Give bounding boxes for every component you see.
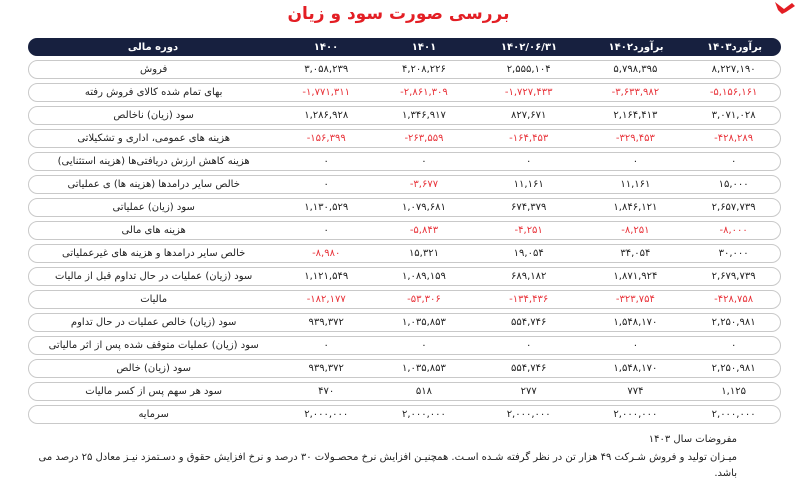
income-statement-table <box>28 38 781 424</box>
row-value: ۴,۲۰۸,۲۲۶ <box>401 64 446 75</box>
row-label: بهای تمام شده کالای فروش رفته <box>84 87 223 98</box>
row-label: سود (زیان) عملیات متوقف شده پس از اثر مالیاتی <box>48 340 259 351</box>
row-value: -۱,۷۷۱,۳۱۱ <box>302 87 350 98</box>
row-value: ۱۵,۳۲۱ <box>408 248 439 259</box>
table-body <box>28 60 781 424</box>
row-value: ۲,۵۵۵,۱۰۴ <box>506 64 551 75</box>
row-value: ۳,۰۷۱,۰۲۸ <box>711 110 756 121</box>
row-label: خالص سایر درامدها (هزینه ها) ی عملیاتی <box>67 179 240 190</box>
row-value: ۳۴,۰۵۴ <box>620 248 651 259</box>
row-value: ۰ <box>323 340 329 351</box>
row-value: -۳۲۳,۷۵۴ <box>615 294 655 305</box>
row-value: -۴۲۸,۷۵۸ <box>714 294 754 305</box>
row-value: ۲,۰۰۰,۰۰۰ <box>711 409 756 420</box>
row-label: سود (زیان) خالص <box>116 363 192 374</box>
row-value: ۱,۵۴۸,۱۷۰ <box>613 317 658 328</box>
row-value: ۸۲۷,۶۷۱ <box>510 110 547 121</box>
row-value: ۸,۲۲۷,۱۹۰ <box>711 64 756 75</box>
row-value: -۸,۲۵۱ <box>621 225 650 236</box>
row-value: ۱۹,۰۵۴ <box>513 248 544 259</box>
row-value: -۸,۰۰۰ <box>719 225 748 236</box>
table-row <box>28 175 781 194</box>
header-fiscal-period: دوره مالی <box>127 41 179 53</box>
table-row <box>28 290 781 309</box>
row-label: سرمایه <box>138 409 169 420</box>
row-value: ۶۸۹,۱۸۲ <box>510 271 547 282</box>
row-value: ۰ <box>730 156 737 167</box>
row-value: -۲۶۳,۵۵۹ <box>404 133 444 144</box>
row-label: سود (زیان) ناخالص <box>113 110 194 121</box>
row-value: ۰ <box>323 156 329 167</box>
row-value: ۱,۰۷۹,۶۸۱ <box>401 202 446 213</box>
row-value: ۱۱,۱۶۱ <box>513 179 544 190</box>
row-value: ۲,۰۰۰,۰۰۰ <box>304 409 349 420</box>
row-value: ۶۷۴,۳۷۹ <box>510 202 547 213</box>
row-value: ۹۳۹,۳۷۲ <box>308 317 344 328</box>
row-label: هزینه کاهش ارزش دریافتی‌ها (هزینه استثنایی) <box>57 156 250 167</box>
table-row <box>28 83 781 102</box>
row-value: ۷۷۴ <box>627 386 644 397</box>
row-value: ۰ <box>525 156 532 167</box>
row-value: -۵۳,۳۰۶ <box>407 294 441 305</box>
row-value: ۵,۷۹۸,۳۹۵ <box>613 64 658 75</box>
row-value: ۲,۲۵۰,۹۸۱ <box>711 317 756 328</box>
row-value: ۱,۱۲۵ <box>721 386 746 397</box>
table-row <box>28 267 781 286</box>
row-value: ۲,۲۵۰,۹۸۱ <box>711 363 756 374</box>
row-label: فروش <box>140 64 168 75</box>
row-value: ۰ <box>323 225 329 236</box>
header-1403-estimate: ۱۴۰۳برآورد <box>707 41 762 53</box>
row-value: -۳,۶۳۳,۹۸۲ <box>611 87 660 98</box>
row-value: ۱,۸۴۶,۱۲۱ <box>613 202 658 213</box>
header-1402-06-31: ۱۴۰۲/۰۶/۳۱ <box>500 41 558 53</box>
row-value: ۹۳۹,۳۷۲ <box>308 363 344 374</box>
row-value: -۳۲۹,۴۵۳ <box>615 133 655 144</box>
table-row <box>28 336 781 355</box>
row-value: ۱,۱۲۱,۵۴۹ <box>304 271 349 282</box>
row-value: -۱۵۶,۳۹۹ <box>306 133 346 144</box>
row-value: ۵۵۴,۷۴۶ <box>510 363 547 374</box>
row-label: هزینه های مالی <box>121 225 186 236</box>
row-value: ۲,۶۵۷,۷۳۹ <box>711 202 756 213</box>
row-value: ۲۷۷ <box>520 386 537 397</box>
row-value: ۱۵,۰۰۰ <box>718 179 749 190</box>
row-value: -۵,۱۵۶,۱۶۱ <box>709 87 758 98</box>
row-value: ۱,۵۴۸,۱۷۰ <box>613 363 658 374</box>
row-value: ۱,۸۷۱,۹۲۴ <box>613 271 658 282</box>
row-value: ۰ <box>421 340 427 351</box>
table-row <box>28 382 781 401</box>
row-value: ۲,۶۷۹,۷۳۹ <box>711 271 756 282</box>
table-row <box>28 106 781 125</box>
row-label: سود (زیان) خالص عملیات در حال تداوم <box>70 317 237 328</box>
row-value: ۲,۰۰۰,۰۰۰ <box>613 409 658 420</box>
row-value: -۱۸۲,۱۷۷ <box>306 294 346 305</box>
row-label: سود (زیان) عملیات در حال تداوم قبل از مالیات <box>55 271 253 282</box>
row-value: ۰ <box>730 340 737 351</box>
assumptions-title: مفروضات سال ۱۴۰۳ <box>648 434 737 445</box>
row-value: -۴,۲۵۱ <box>514 225 543 236</box>
row-label: هزینه های عمومی، اداری و تشکیلاتی <box>77 133 230 144</box>
row-value: -۲,۸۶۱,۳۰۹ <box>400 87 448 98</box>
row-value: ۰ <box>323 179 329 190</box>
row-value: ۳,۰۵۸,۲۳۹ <box>304 64 349 75</box>
row-value: ۱,۲۸۶,۹۲۸ <box>304 110 349 121</box>
row-value: ۳۰,۰۰۰ <box>718 248 749 259</box>
row-value: ۲,۰۰۰,۰۰۰ <box>506 409 551 420</box>
row-value: -۵,۸۴۳ <box>409 225 439 236</box>
row-value: -۳,۶۷۷ <box>409 179 439 190</box>
page-title: بررسی صورت سود و زیان <box>287 4 510 24</box>
row-label: سود (زیان) عملیاتی <box>112 202 195 213</box>
row-value: -۱۳۴,۴۳۶ <box>509 294 549 305</box>
table-row <box>28 221 781 240</box>
row-value: ۴۷۰ <box>318 386 335 397</box>
row-value: ۰ <box>632 340 639 351</box>
row-value: ۱,۰۸۹,۱۵۹ <box>401 271 446 282</box>
row-value: -۴۲۸,۲۸۹ <box>714 133 754 144</box>
table-row <box>28 244 781 263</box>
header-1401: ۱۴۰۱ <box>411 41 437 53</box>
row-value: -۱,۷۲۷,۴۳۳ <box>504 87 553 98</box>
row-value: ۱,۱۳۰,۵۲۹ <box>304 202 349 213</box>
row-value: ۲,۱۶۴,۴۱۳ <box>613 110 658 121</box>
table-row <box>28 198 781 217</box>
row-value: ۰ <box>525 340 532 351</box>
row-value: ۵۱۸ <box>415 386 433 397</box>
table-row <box>28 405 781 424</box>
row-value: ۱۱,۱۶۱ <box>620 179 651 190</box>
table-row <box>28 359 781 378</box>
row-value: -۱۶۴,۴۵۳ <box>509 133 549 144</box>
header-1400: ۱۴۰۰ <box>313 41 339 53</box>
assumptions-notes <box>17 432 737 482</box>
row-label: مالیات <box>140 294 168 305</box>
row-value: ۰ <box>632 156 639 167</box>
table-row <box>28 313 781 332</box>
table-row <box>28 60 781 79</box>
row-value: ۱,۰۳۵,۸۵۳ <box>401 363 446 374</box>
row-value: ۱,۳۴۶,۹۱۷ <box>401 110 446 121</box>
row-value: ۲,۰۰۰,۰۰۰ <box>401 409 446 420</box>
table-header <box>28 38 781 56</box>
row-label: سود هر سهم پس از کسر مالیات <box>85 386 223 397</box>
header-1402-estimate: ۱۴۰۲برآورد <box>608 41 664 53</box>
assumptions-body: میـزان تولید و فروش شـرکت ۴۹ هزار تن در نظر گرفته شـده اسـت. همچنیـن افزایش نرخ محصـولات ۳۰ درصد و نرخ افزایش حقوق و دسـتمزد نیـز معادل ۲۵ درصد می باشد. <box>38 452 737 479</box>
table-row <box>28 152 781 171</box>
table-row <box>28 129 781 148</box>
row-value: ۱,۰۳۵,۸۵۳ <box>401 317 446 328</box>
row-label: خالص سایر درامدها و هزینه های غیرعملیاتی <box>62 248 246 259</box>
row-value: ۵۵۴,۷۴۶ <box>510 317 547 328</box>
row-value: -۸,۹۸۰ <box>312 248 341 259</box>
row-value: ۰ <box>421 156 427 167</box>
